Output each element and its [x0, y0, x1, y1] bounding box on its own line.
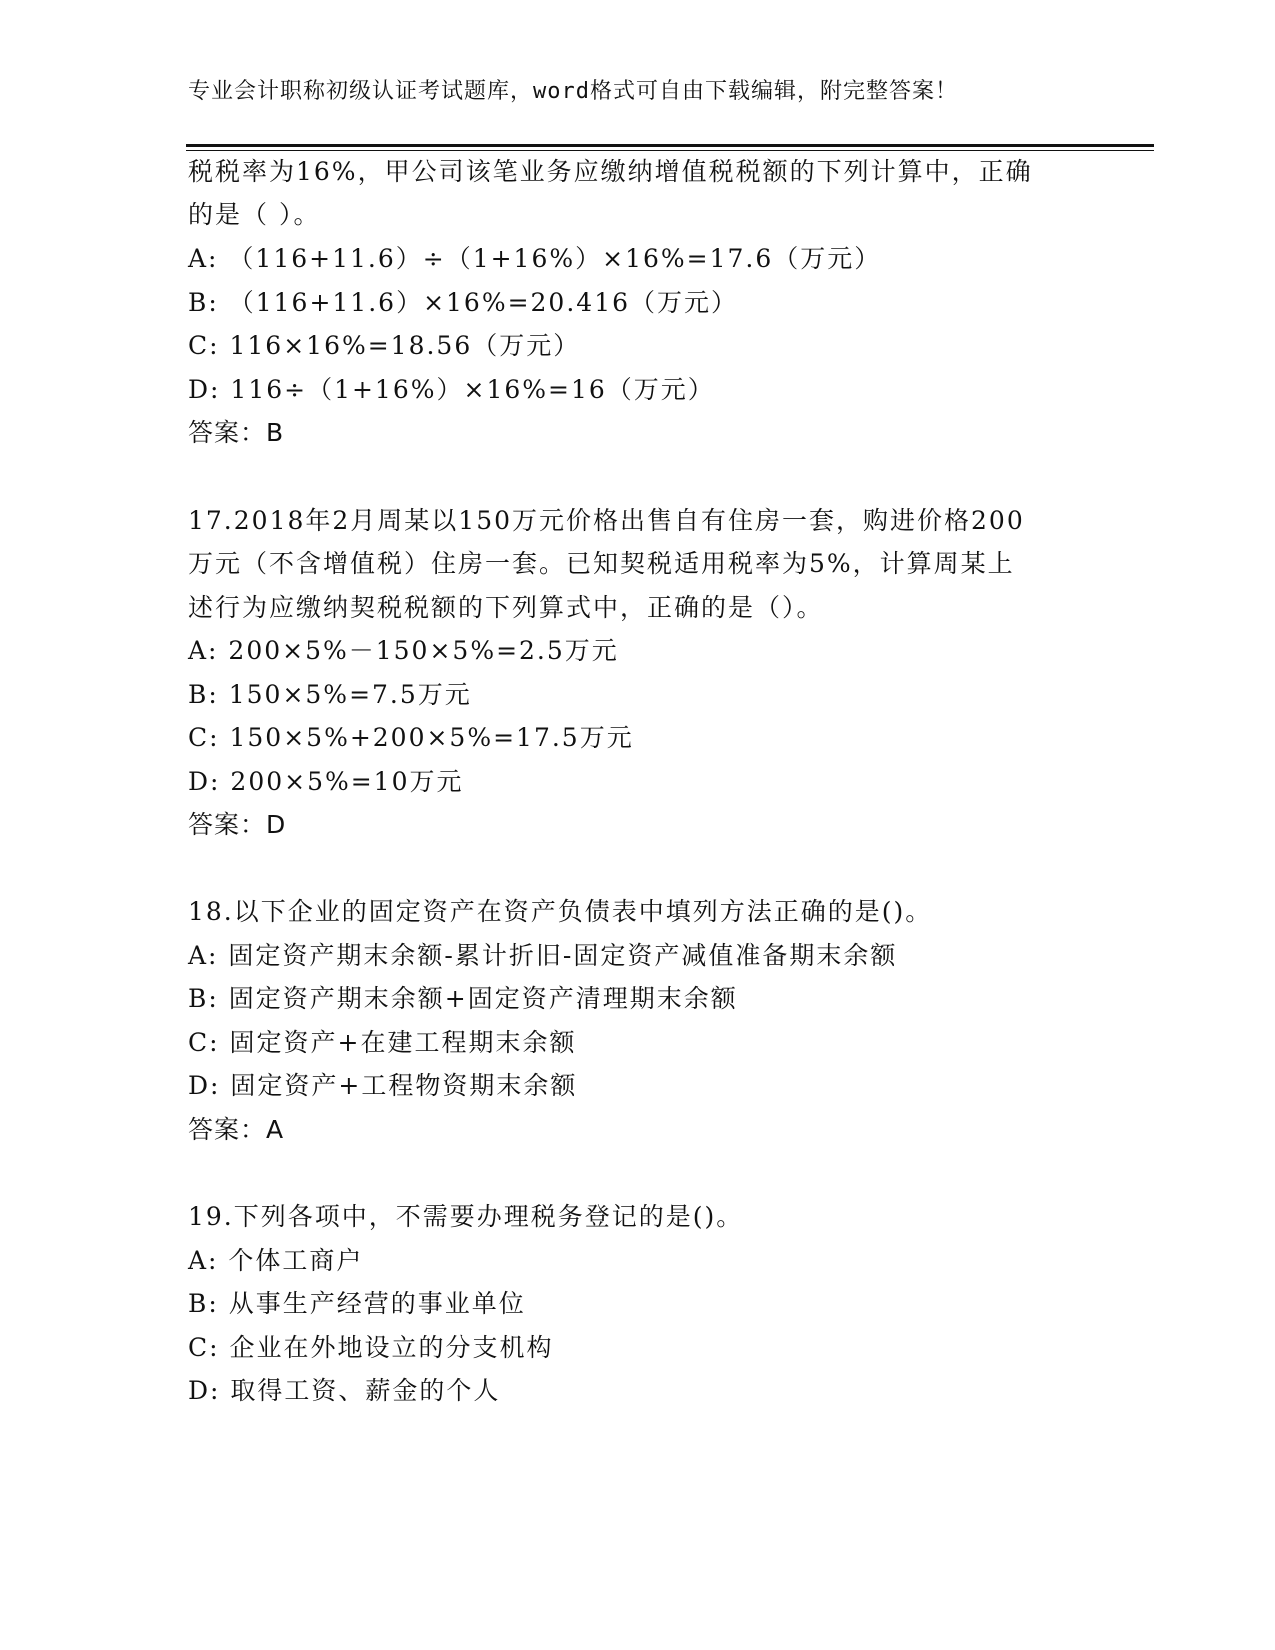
q17-option-c: C: 150×5%+200×5%=17.5万元 [188, 723, 634, 752]
q17-stem-line-2: 万元（不含增值税）住房一套。已知契税适用税率为5%，计算周某上 [188, 549, 1015, 578]
header-rule-thick [186, 144, 1154, 147]
q16-option-d: D: 116÷（1+16%）×16%=16（万元） [188, 375, 715, 404]
q19-option-a: A: 个体工商户 [188, 1246, 364, 1275]
q17-stem-line-1: 17.2018年2月周某以150万元价格出售自有住房一套，购进价格200 [188, 506, 1025, 535]
q17-option-d: D: 200×5%=10万元 [188, 767, 464, 796]
q18-option-a: A: 固定资产期末余额-累计折旧-固定资产减值准备期末余额 [188, 941, 898, 970]
q19-option-c: C: 企业在外地设立的分支机构 [188, 1333, 554, 1362]
q17-option-a: A: 200×5%－150×5%=2.5万元 [188, 636, 619, 665]
q17-answer: 答案：D [188, 810, 287, 839]
q17-option-b: B: 150×5%=7.5万元 [188, 680, 472, 709]
q19-stem-line-1: 19.下列各项中，不需要办理税务登记的是()。 [188, 1202, 744, 1231]
q19-option-b: B: 从事生产经营的事业单位 [188, 1289, 526, 1318]
q18-option-b: B: 固定资产期末余额+固定资产清理期末余额 [188, 984, 738, 1013]
header-rule-thin [186, 150, 1154, 151]
q16-answer: 答案：B [188, 418, 285, 447]
q18-option-d: D: 固定资产+工程物资期末余额 [188, 1071, 578, 1100]
q16-option-a: A: （116+11.6）÷（1+16%）×16%=17.6（万元） [188, 244, 882, 273]
q17-stem-line-3: 述行为应缴纳契税税额的下列算式中，正确的是（）。 [188, 593, 824, 622]
q19-option-d: D: 取得工资、薪金的个人 [188, 1376, 501, 1405]
q16-stem-line-1: 税税率为16%，甲公司该笔业务应缴纳增值税税额的下列计算中，正确 [188, 157, 1033, 186]
q18-answer: 答案：A [188, 1115, 285, 1144]
q18-stem-line-1: 18.以下企业的固定资产在资产负债表中填列方法正确的是()。 [188, 897, 933, 926]
q16-option-b: B: （116+11.6）×16%=20.416（万元） [188, 288, 739, 317]
q18-option-c: C: 固定资产+在建工程期末余额 [188, 1028, 577, 1057]
q16-option-c: C: 116×16%=18.56（万元） [188, 331, 581, 360]
q16-stem-line-2: 的是（ ）。 [188, 200, 321, 229]
page-header: 专业会计职称初级认证考试题库，word格式可自由下载编辑，附完整答案！ [188, 79, 958, 104]
